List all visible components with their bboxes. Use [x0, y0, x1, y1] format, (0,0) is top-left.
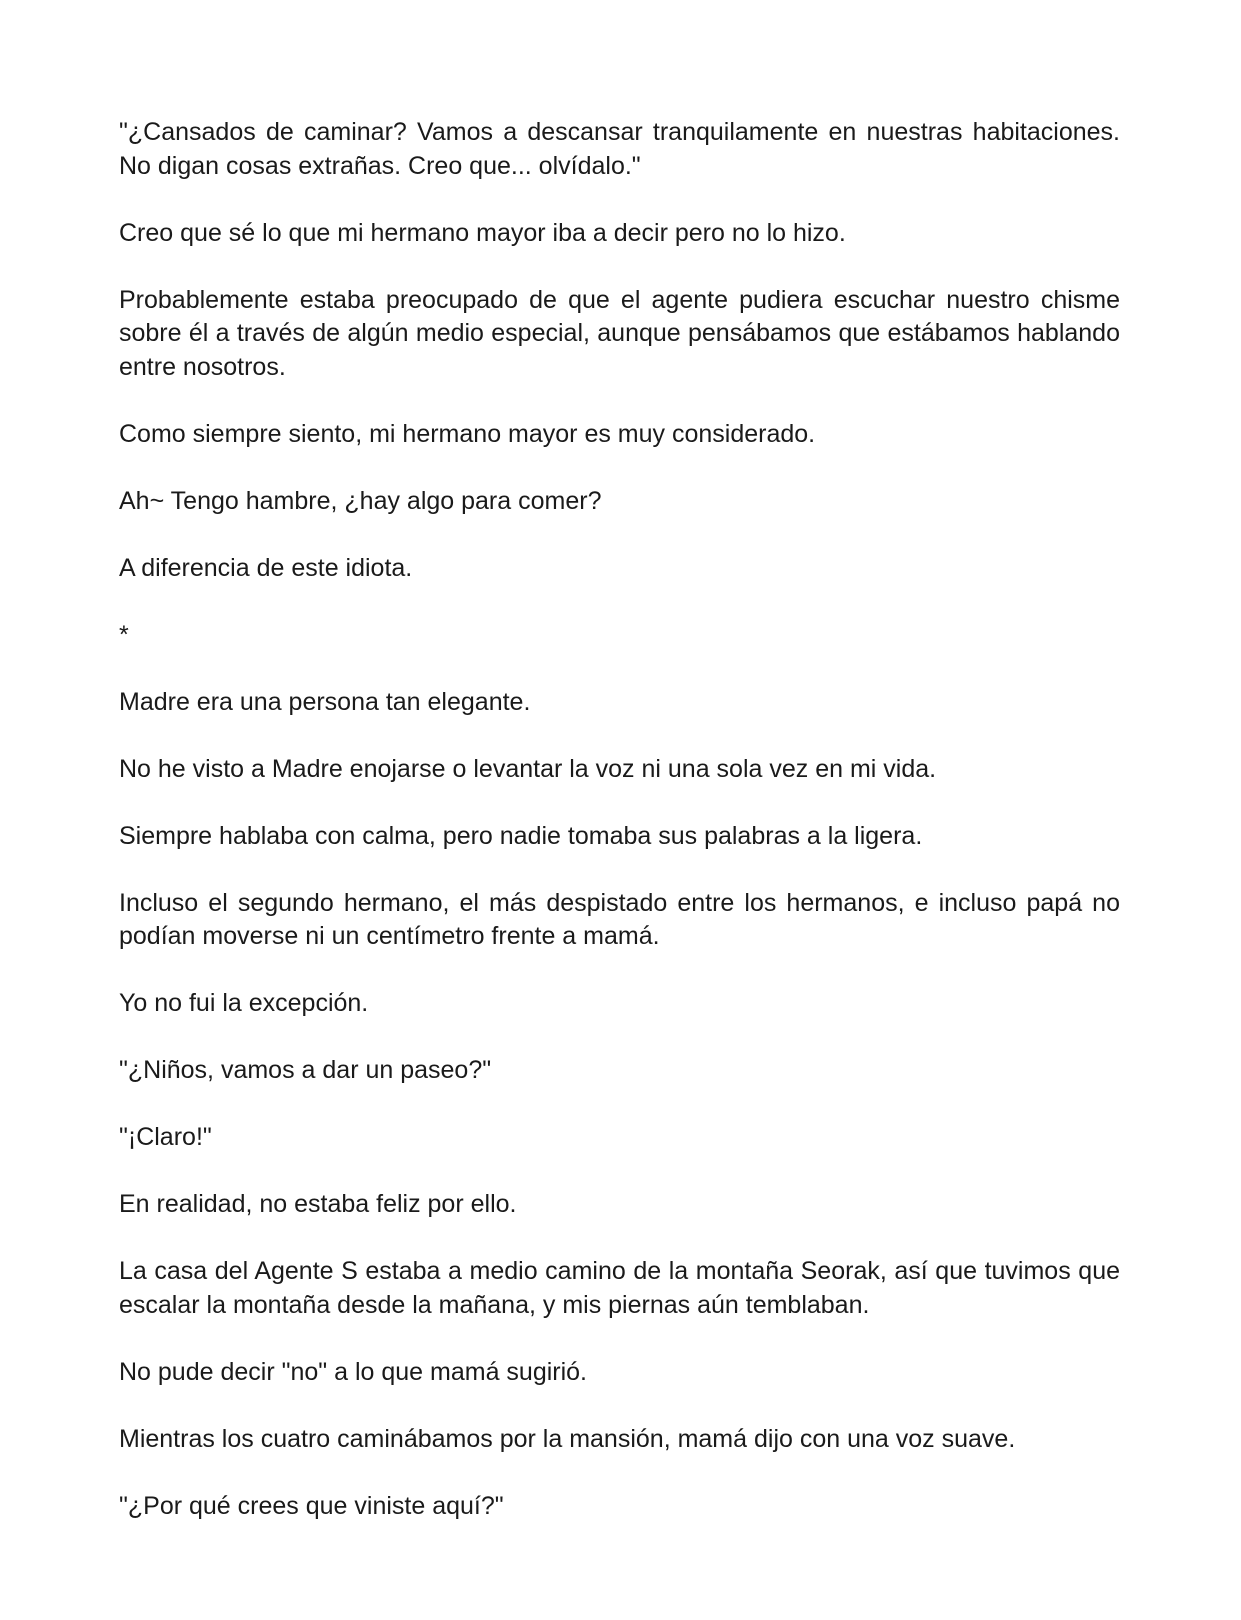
paragraph-5: Ah~ Tengo hambre, ¿hay algo para comer?: [119, 486, 602, 515]
paragraph-12: "¿Niños, vamos a dar un paseo?": [119, 1056, 492, 1084]
paragraph-1: "¿Cansados de caminar? Vamos a descansar tranquilamente en nuestras habitaciones. No digan cosas extrañas. Creo que... olvídalo.": [119, 118, 1120, 180]
paragraph-13: "¡Claro!": [119, 1123, 212, 1151]
paragraph-6: A diferencia de este idiota.: [119, 553, 413, 582]
scene-break: *: [119, 620, 129, 649]
paragraph-7: Madre era una persona tan elegante.: [119, 687, 531, 716]
paragraph-10: Incluso el segundo hermano, el más despistado entre los hermanos, e incluso papá no podían moverse ni un centímetro frente a mamá.: [119, 888, 1120, 950]
paragraph-8: No he visto a Madre enojarse o levantar la voz ni una sola vez en mi vida.: [119, 754, 937, 783]
paragraph-16: No pude decir "no" a lo que mamá sugirió.: [119, 1357, 588, 1386]
document-page: [119, 116, 1120, 1523]
paragraph-15: La casa del Agente S estaba a medio camino de la montaña Seorak, así que tuvimos que escalar la montaña desde la mañana, y mis piernas aún temblaban.: [119, 1257, 1120, 1319]
paragraph-9: Siempre hablaba con calma, pero nadie tomaba sus palabras a la ligera.: [119, 821, 923, 850]
paragraph-3: Probablemente estaba preocupado de que el agente pudiera escuchar nuestro chisme sobre él a través de algún medio especial, aunque pensábamos que estábamos hablando entre nosotros.: [119, 285, 1120, 381]
paragraph-18: "¿Por qué crees que viniste aquí?": [119, 1491, 504, 1520]
paragraph-4: Como siempre siento, mi hermano mayor es muy considerado.: [119, 419, 816, 448]
paragraph-2: Creo que sé lo que mi hermano mayor iba a decir pero no lo hizo.: [119, 218, 846, 247]
paragraph-17: Mientras los cuatro caminábamos por la mansión, mamá dijo con una voz suave.: [119, 1424, 1016, 1453]
paragraph-11: Yo no fui la excepción.: [119, 989, 369, 1017]
paragraph-14: En realidad, no estaba feliz por ello.: [119, 1190, 517, 1218]
